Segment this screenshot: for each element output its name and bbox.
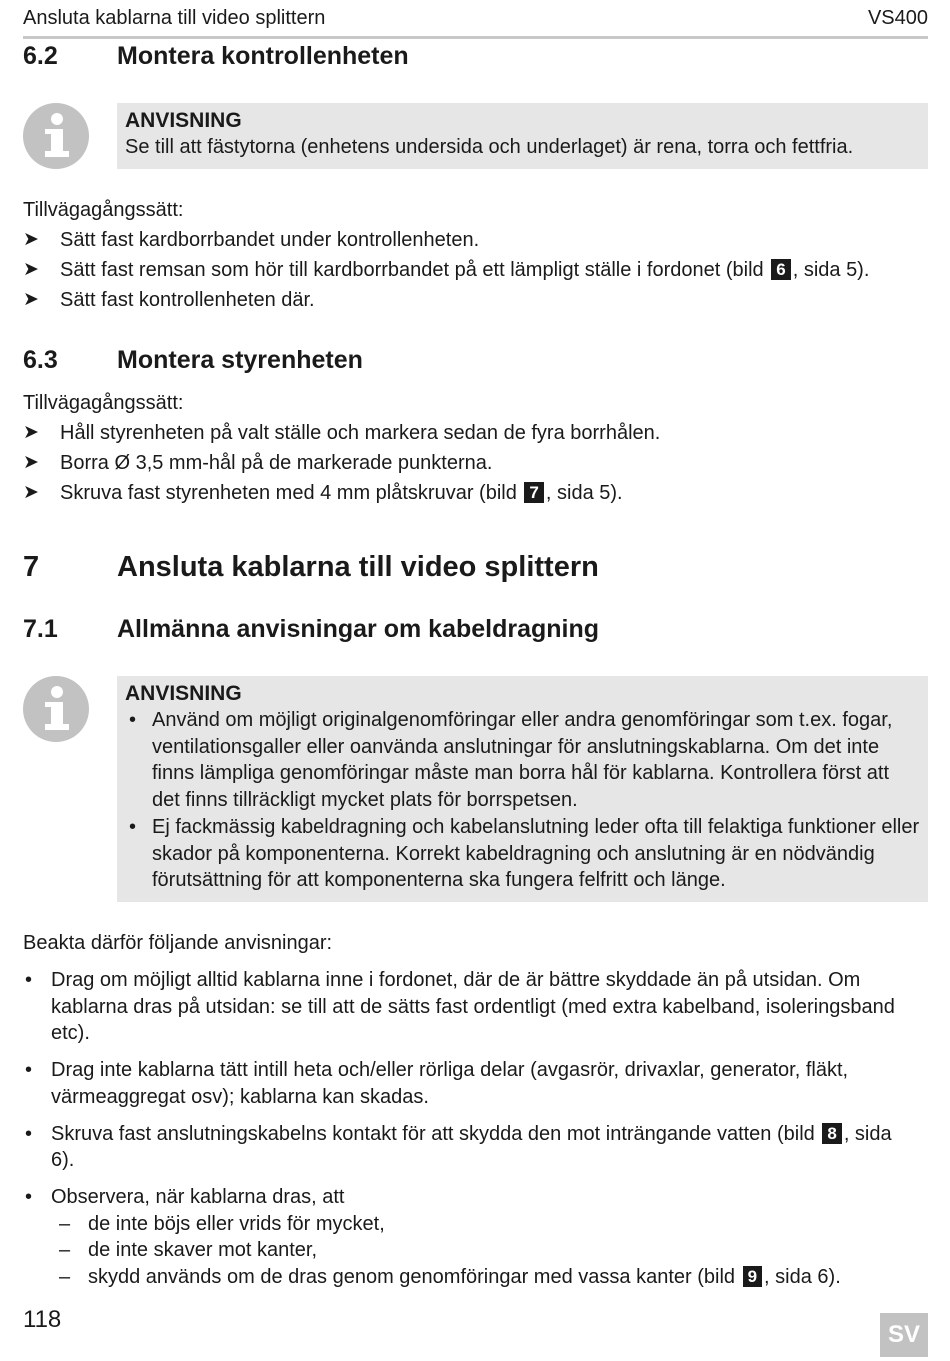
chapter-title: Ansluta kablarna till video splittern	[117, 551, 599, 583]
section-heading-7-1	[23, 615, 599, 644]
step-item: ➤ Sätt fast kontrollenheten där.	[23, 285, 869, 315]
running-header-title: Ansluta kablarna till video splittern	[23, 7, 326, 29]
sub-list	[51, 1211, 910, 1291]
list-item: • Skruva fast anslutningskabelns kontakt för att skydda den mot inträngande vatten (bild 8 , sida 6).	[23, 1121, 910, 1174]
info-icon	[23, 676, 89, 742]
language-badge: SV	[880, 1313, 928, 1357]
arrow-icon: ➤	[23, 259, 39, 280]
chapter-heading-7	[23, 551, 599, 584]
section-heading-6-2	[23, 42, 409, 71]
sub-list-item: – de inte böjs eller vrids för mycket,	[51, 1211, 910, 1238]
header-rule	[23, 36, 928, 39]
procedure-label: Tillvägagångssätt:	[23, 392, 184, 414]
arrow-icon: ➤	[23, 422, 39, 443]
sub-list-item: – skydd används om de dras genom genomföringar med vassa kanter (bild 9 , sida 6).	[51, 1264, 910, 1291]
note-bullet: • Använd om möjligt originalgenomföringar eller andra genomföringar som t.ex. fogar, ventilationsgaller eller oanvända anslutningar för anslutningskablarna. Om det inte finns lämpliga genomföringar måste man borra hål för kablarna. Kontrollera först att det finns tillräckligt mycket plats för borrspetsen.	[125, 707, 920, 814]
note-title: ANVISNING	[125, 682, 242, 705]
section-title: Montera styrenheten	[117, 346, 363, 374]
figure-ref-badge: 6	[771, 259, 790, 280]
step-item: ➤ Borra Ø 3,5 mm-hål på de markerade punkterna.	[23, 448, 660, 478]
step-item: ➤ Sätt fast kardborrbandet under kontrollenheten.	[23, 225, 869, 255]
step-item: ➤ Skruva fast styrenheten med 4 mm plåtskruvar (bild 7 , sida 5).	[23, 478, 660, 508]
note-text: Se till att fästytorna (enhetens undersida och underlaget) är rena, torra och fettfria.	[125, 136, 854, 158]
step-item: ➤ Håll styrenheten på valt ställe och markera sedan de fyra borrhålen.	[23, 418, 660, 448]
list-item: • Observera, när kablarna dras, att – de inte böjs eller vrids för mycket, – de inte skaver mot kanter, – skydd används om de dras genom genomföringar med vassa kanter (bild 9 , sida 6).	[23, 1184, 910, 1291]
section-title: Allmänna anvisningar om kabeldragning	[117, 615, 600, 643]
step-item: ➤ Sätt fast remsan som hör till kardborrbandet på ett lämpligt ställe i fordonet (bild 6 , sida 5).	[23, 255, 869, 285]
running-header-model: VS400	[867, 7, 928, 29]
note-box	[117, 676, 928, 902]
figure-ref-badge: 8	[822, 1123, 841, 1144]
note-bullet-list	[125, 707, 920, 894]
section-heading-6-3	[23, 346, 363, 375]
note-bullet: • Ej fackmässig kabeldragning och kabelanslutning leder ofta till felaktiga funktioner eller skador på komponenterna. Korrekt kabeldragning och anslutning är en nödvändig förutsättning för att komponenterna ska fungera felfritt och länge.	[125, 814, 920, 894]
arrow-icon: ➤	[23, 482, 39, 503]
note-title: ANVISNING	[125, 109, 242, 132]
list-item: • Drag inte kablarna tätt intill heta och/eller rörliga delar (avgasrör, drivaxlar, generator, fläkt, värmeaggregat osv); kablarna kan skadas.	[23, 1057, 910, 1110]
page-number: 118	[23, 1306, 62, 1333]
instruction-list	[23, 967, 910, 1301]
step-list	[23, 418, 660, 508]
intro-text: Beakta därför följande anvisningar:	[23, 932, 333, 954]
section-number: 7.1	[23, 615, 58, 643]
section-number: 6.3	[23, 346, 58, 374]
sub-list-item: – de inte skaver mot kanter,	[51, 1237, 910, 1264]
figure-ref-badge: 7	[524, 482, 543, 503]
arrow-icon: ➤	[23, 229, 39, 250]
procedure-label: Tillvägagångssätt:	[23, 199, 184, 221]
section-number: 6.2	[23, 42, 58, 70]
note-box	[117, 103, 928, 169]
chapter-number: 7	[23, 551, 40, 583]
list-item: • Drag om möjligt alltid kablarna inne i fordonet, där de är bättre skyddade än på utsidan. Om kablarna dras på utsidan: se till att de sätts fast ordentligt (med extra kabelband, isoleringsband etc).	[23, 967, 910, 1047]
arrow-icon: ➤	[23, 452, 39, 473]
step-list	[23, 225, 869, 315]
info-icon	[23, 103, 89, 169]
arrow-icon: ➤	[23, 289, 39, 310]
figure-ref-badge: 9	[743, 1266, 762, 1287]
section-title: Montera kontrollenheten	[117, 42, 409, 70]
